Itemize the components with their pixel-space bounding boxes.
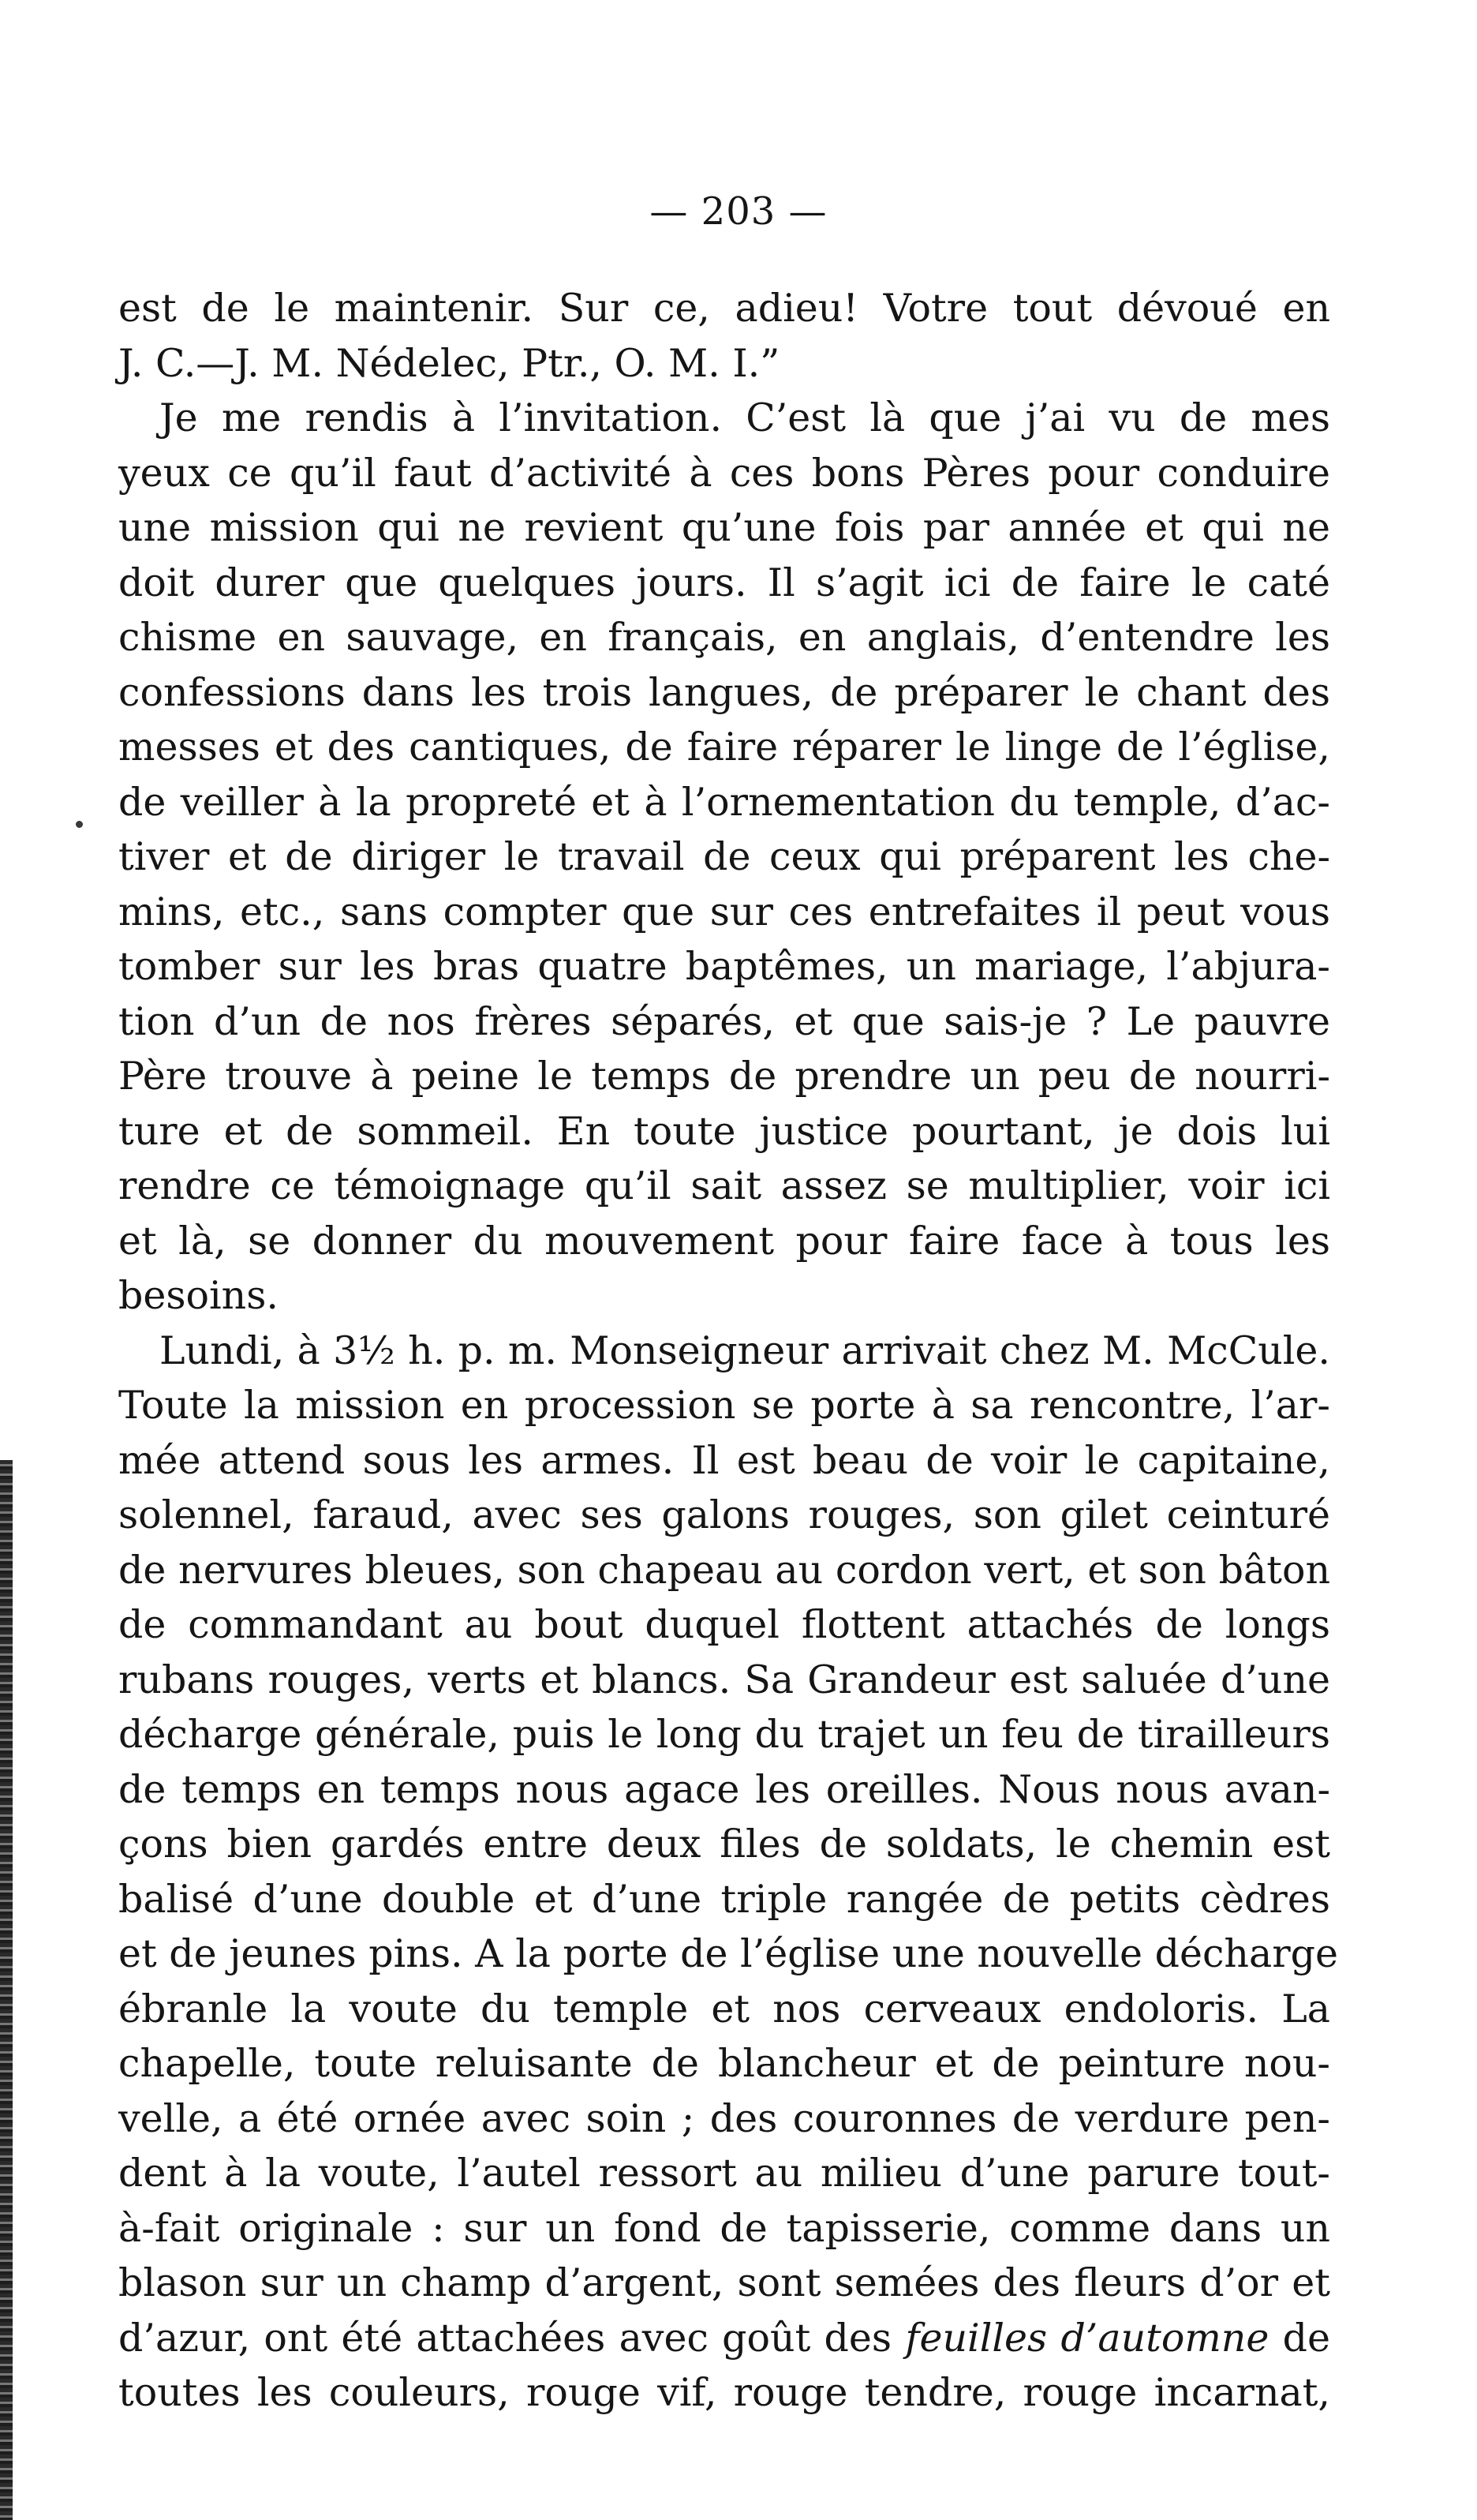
italic-phrase: feuilles d’automne xyxy=(905,2315,1269,2361)
text-line: balisé d’une double et d’une triple rangée de petits cèdres xyxy=(118,1876,1330,1922)
text-line: J. C.—J. M. Nédelec, Ptr., O. M. I.” xyxy=(118,340,780,386)
text-line: de temps en temps nous agace les oreilles. Nous nous avan- xyxy=(118,1766,1330,1812)
text-segment: de xyxy=(1269,2315,1330,2361)
page-number: — 203 — xyxy=(649,189,828,234)
text-line: yeux ce qu’il faut d’activité à ces bons Pères pour conduire xyxy=(118,450,1330,496)
text-line: tion d’un de nos frères séparés, et que sais-je ? Le pauvre xyxy=(118,998,1330,1044)
text-line: Toute la mission en procession se porte à sa rencontre, l’ar- xyxy=(118,1383,1330,1428)
text-line: messes et des cantiques, de faire réparer le linge de l’église, xyxy=(118,725,1330,769)
text-line: chisme en sauvage, en français, en anglais, d’entendre les xyxy=(118,615,1330,660)
text-line: besoins. xyxy=(118,1273,279,1318)
text-line: de veiller à la propreté et à l’ornementation du temple, d’ac- xyxy=(118,779,1330,825)
text-line: ture et de sommeil. En toute justice pourtant, je dois lui xyxy=(118,1108,1330,1154)
text-line: doit durer que quelques jours. Il s’agit ici de faire le caté xyxy=(118,560,1330,605)
text-line: ébranle la voute du temple et nos cerveaux endoloris. La xyxy=(118,1986,1330,2031)
text-line: tomber sur les bras quatre baptêmes, un mariage, l’abjura- xyxy=(118,944,1330,989)
text-segment: d’azur, ont été attachées avec goût des xyxy=(118,2315,906,2361)
text-line: velle, a été ornée avec soin ; des couronnes de verdure pen- xyxy=(118,2095,1330,2141)
text-line: dent à la voute, l’autel ressort au milieu d’une parure tout- xyxy=(118,2151,1330,2196)
text-line: toutes les couleurs, rouge vif, rouge tendre, rouge incarnat, xyxy=(118,2370,1330,2415)
text-line: tiver et de diriger le travail de ceux qui préparent les che- xyxy=(118,834,1330,879)
text-line: solennel, faraud, avec ses galons rouges, son gilet ceinturé xyxy=(118,1492,1330,1537)
text-line-with-italic xyxy=(118,2311,1330,2366)
text-line: à-fait originale : sur un fond de tapisserie, comme dans un xyxy=(118,2205,1330,2251)
text-line: une mission qui ne revient qu’une fois par année et qui ne xyxy=(118,505,1330,550)
text-line: de nervures bleues, son chapeau au cordon vert, et son bâton xyxy=(118,1547,1330,1593)
scanned-page-edge xyxy=(0,1460,13,2520)
text-line: décharge générale, puis le long du trajet un feu de tirailleurs xyxy=(118,1712,1330,1757)
text-line: de commandant au bout duquel flottent attachés de longs xyxy=(118,1602,1330,1647)
margin-dot-mark xyxy=(76,821,83,828)
paragraph-first-line: Lundi, à 3½ h. p. m. Monseigneur arrivait chez M. McCule. xyxy=(159,1327,1330,1373)
body-text xyxy=(118,281,1338,2421)
text-line: et de jeunes pins. A la porte de l’église une nouvelle décharge xyxy=(118,1931,1338,1976)
text-line: rubans rouges, verts et blancs. Sa Grandeur est saluée d’une xyxy=(118,1657,1330,1702)
text-line: est de le maintenir. Sur ce, adieu! Votre tout dévoué en xyxy=(118,286,1330,331)
text-line: Père trouve à peine le temps de prendre un peu de nourri- xyxy=(118,1054,1330,1099)
text-line: mée attend sous les armes. Il est beau de voir le capitaine, xyxy=(118,1437,1330,1483)
paragraph-first-line: Je me rendis à l’invitation. C’est là que j’ai vu de mes xyxy=(159,395,1330,440)
text-line: blason sur un champ d’argent, sont semées des fleurs d’or et xyxy=(118,2260,1330,2305)
text-line: confessions dans les trois langues, de préparer le chant des xyxy=(118,669,1330,715)
text-line: mins, etc., sans compter que sur ces entrefaites il peut vous xyxy=(118,889,1330,934)
text-line: et là, se donner du mouvement pour faire face à tous les xyxy=(118,1218,1330,1264)
text-line: rendre ce témoignage qu’il sait assez se multiplier, voir ici xyxy=(118,1163,1330,1208)
text-line: çons bien gardés entre deux files de soldats, le chemin est xyxy=(118,1822,1330,1867)
text-line: chapelle, toute reluisante de blancheur et de peinture nou- xyxy=(118,2041,1330,2086)
